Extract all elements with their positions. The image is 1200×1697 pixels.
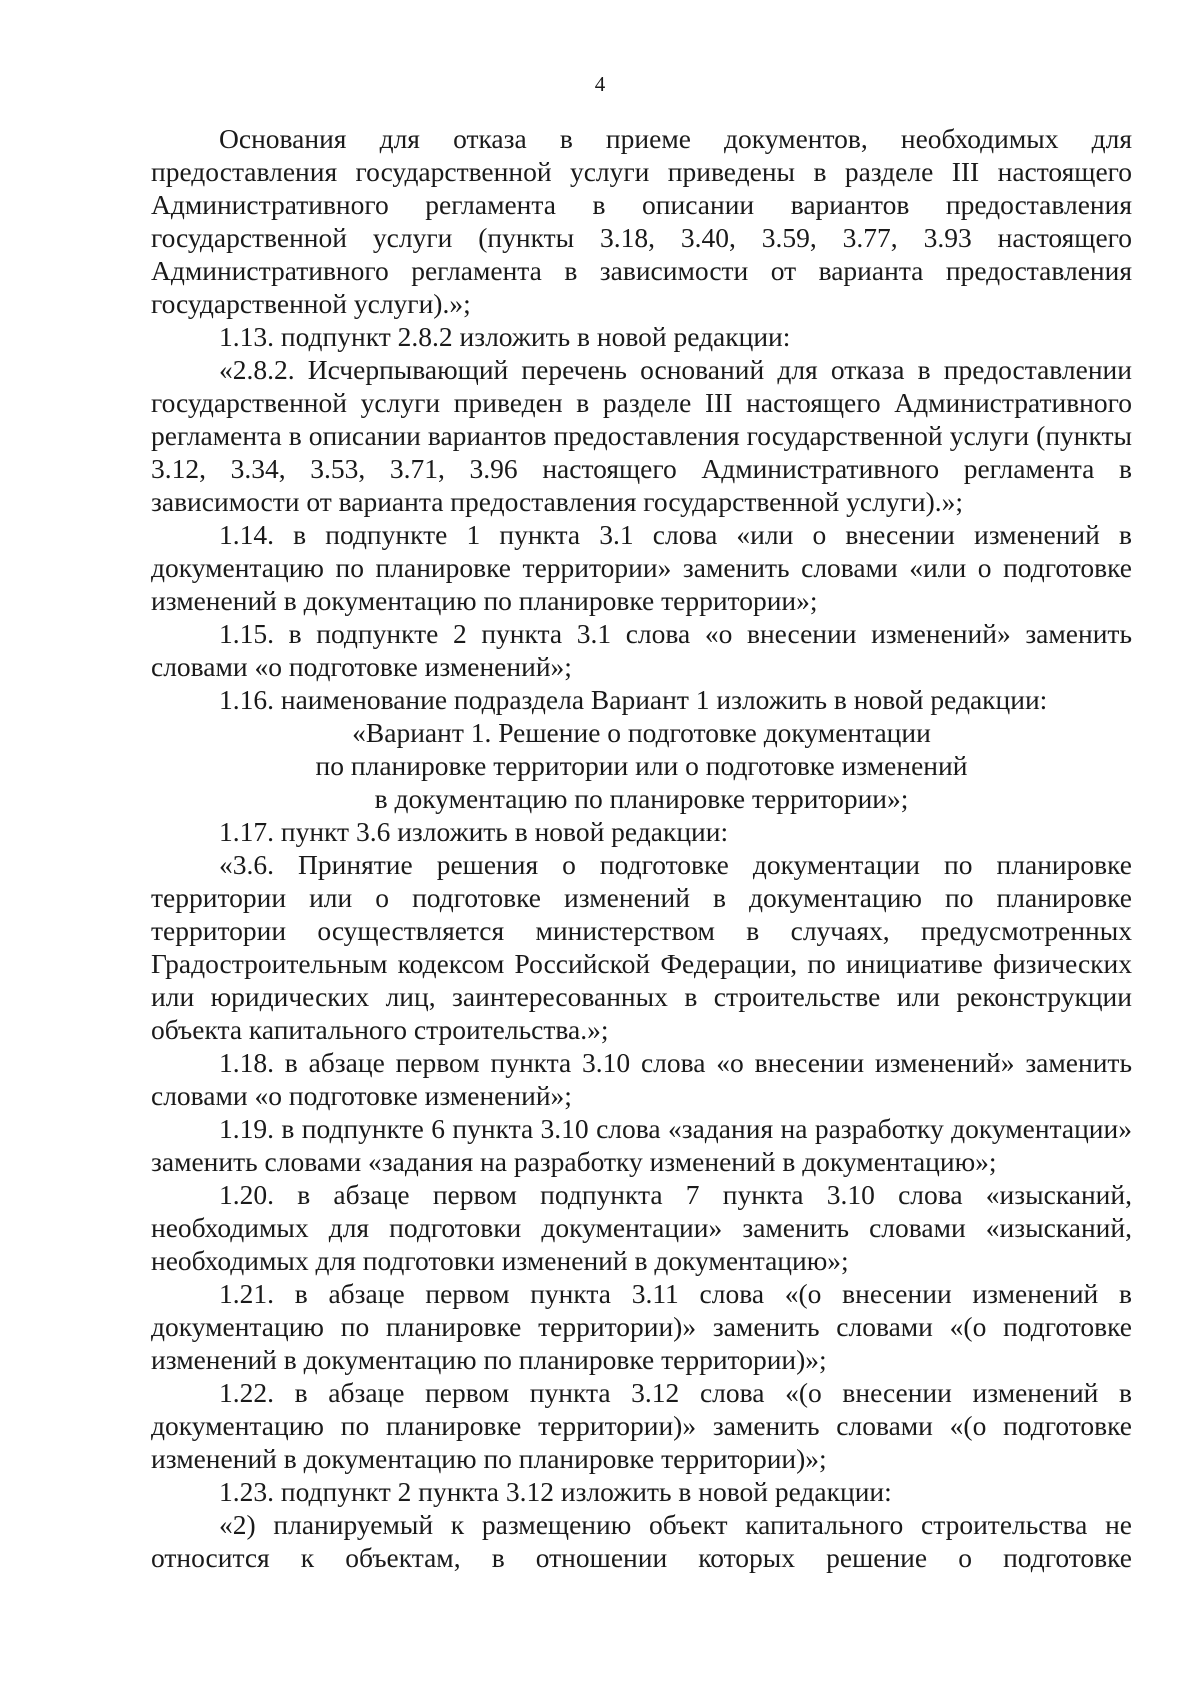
paragraph: 1.17. пункт 3.6 изложить в новой редакции: <box>219 816 729 847</box>
paragraph: «2.8.2. Исчерпывающий перечень оснований для отказа в предоставлении государственной услуги приведен в разделе III настоящего Административного регламента в описании вариантов предоставления государственной услуги (пункты 3.12, 3.34, 3.53, 3.71, 3.96 настоящего Административного регламента в зависимости от варианта предоставления государственной услуги).»; <box>151 354 1132 517</box>
page-number: 4 <box>594 72 606 96</box>
heading-line: по планировке территории или о подготовке изменений <box>315 750 968 781</box>
paragraph: 1.14. в подпункте 1 пункта 3.1 слова «или о внесении изменений в документацию по планировке территории» заменить словами «или о подготовке изменений в документацию по планировке территории»; <box>151 519 1132 616</box>
paragraph: 1.13. подпункт 2.8.2 изложить в новой редакции: <box>219 321 791 352</box>
paragraph: «3.6. Принятие решения о подготовке документации по планировке территории или о подготовке изменений в документацию по планировке территории осуществляется министерством в случаях, предусмотренных Градостроительным кодексом Российской Федерации, по инициативе физических или юридических лиц, заинтересованных в строительстве или реконструкции объекта капитального строительства.»; <box>151 849 1132 1045</box>
paragraph: 1.21. в абзаце первом пункта 3.11 слова «(о внесении изменений в документацию по планировке территории)» заменить словами «(о подготовке изменений в документацию по планировке территории)»; <box>151 1278 1132 1375</box>
paragraph: Основания для отказа в приеме документов, необходимых для предоставления государственной услуги приведены в разделе III настоящего Административного регламента в описании вариантов предоставления государственной услуги (пункты 3.18, 3.40, 3.59, 3.77, 3.93 настоящего Административного регламента в зависимости от варианта предоставления государственной услуги).»; <box>151 123 1132 319</box>
document-body <box>151 122 1132 1574</box>
paragraph: «2) планируемый к размещению объект капитального строительства не относится к объектам, в отношении которых решение о подготовке <box>151 1509 1132 1573</box>
subsection-heading <box>151 716 1132 815</box>
paragraph: 1.23. подпункт 2 пункта 3.12 изложить в новой редакции: <box>219 1476 892 1507</box>
paragraph: 1.22. в абзаце первом пункта 3.12 слова «(о внесении изменений в документацию по планировке территории)» заменить словами «(о подготовке изменений в документацию по планировке территории)»; <box>151 1377 1132 1474</box>
paragraph: 1.16. наименование подраздела Вариант 1 изложить в новой редакции: <box>219 684 1048 715</box>
paragraph: 1.15. в подпункте 2 пункта 3.1 слова «о внесении изменений» заменить словами «о подготовке изменений»; <box>151 618 1132 682</box>
paragraph: 1.19. в подпункте 6 пункта 3.10 слова «задания на разработку документации» заменить словами «задания на разработку изменений в документацию»; <box>151 1113 1132 1177</box>
paragraph: 1.20. в абзаце первом подпункта 7 пункта 3.10 слова «изысканий, необходимых для подготовки документации» заменить словами «изысканий, необходимых для подготовки изменений в документацию»; <box>151 1179 1132 1276</box>
paragraph: 1.18. в абзаце первом пункта 3.10 слова «о внесении изменений» заменить словами «о подготовке изменений»; <box>151 1047 1132 1111</box>
heading-line: «Вариант 1. Решение о подготовке документации <box>352 717 931 748</box>
heading-line: в документацию по планировке территории»; <box>374 783 909 814</box>
